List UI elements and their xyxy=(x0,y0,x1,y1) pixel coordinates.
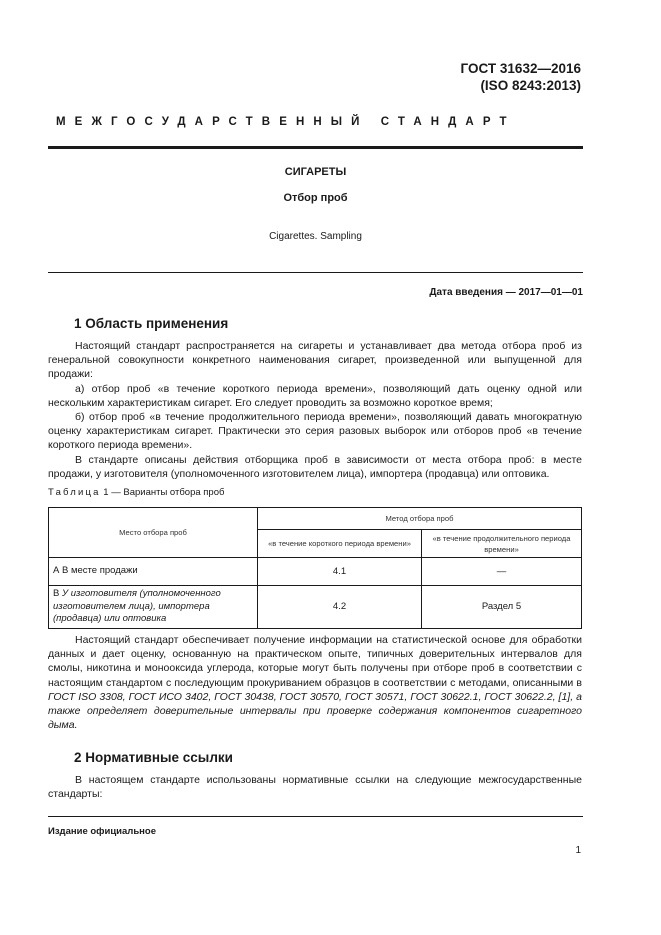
cell-place xyxy=(49,558,258,586)
place-text: В месте продажи xyxy=(61,565,138,577)
document-designation xyxy=(461,60,581,94)
footer-rule xyxy=(48,816,583,817)
paragraph-after-table xyxy=(48,633,582,732)
iso-number: (ISO 8243:2013) xyxy=(480,78,581,93)
sampling-table xyxy=(48,507,582,629)
section-2-body xyxy=(48,773,582,801)
header-rule xyxy=(48,146,583,149)
section-1-heading: 1 Область применения xyxy=(74,316,229,331)
paragraph: Настоящий стандарт распространяется на сигареты и устанавливает два метода отбора проб из генеральной совокупности конкретного наименования сигарет, произведенной или выпущенной для продажи: xyxy=(48,340,582,381)
introduction-date: Дата введения — 2017—01—01 xyxy=(429,287,583,298)
header-long: «в течение продолжительного периода времени» xyxy=(422,530,582,558)
section-2-heading: 2 Нормативные ссылки xyxy=(74,750,233,765)
paragraph: В стандарте описаны действия отборщика проб в зависимости от места отбора проб: в месте продажи, у изготовителя (уполномоченного изготовителем лица), импортера (продавца) или оптовика. xyxy=(48,453,582,480)
cell-short: 4.1 xyxy=(258,558,422,586)
header-short: «в течение короткого периода времени» xyxy=(258,530,422,558)
table-caption-word: Таблица xyxy=(48,487,101,498)
table-caption xyxy=(48,487,224,498)
document-subtitle: Отбор проб xyxy=(283,192,348,204)
official-edition-label: Издание официальное xyxy=(48,826,156,837)
place-letter: В xyxy=(53,588,60,599)
header-place: Место отбора проб xyxy=(49,508,258,558)
table-caption-text: 1 — Варианты отбора проб xyxy=(103,487,225,498)
english-title: Cigarettes. Sampling xyxy=(269,231,362,242)
standards-references: ГОСТ ISO 3308, ГОСТ ИСО 3402, ГОСТ 30438, ГОСТ 30570, ГОСТ 30571, ГОСТ 30622.1, ГОСТ 30622.2, [1], а также определяет доверительные интервалы при проверке содержания компонентов сигаретного дыма. xyxy=(48,690,582,732)
paragraph: б) отбор проб «в течение продолжительного периода времени», позволяющий давать многократную оценку характеристикам сигарет. Практически это серия разовых выборок или отборов проб «в течение короткого периода времени». xyxy=(48,411,582,452)
paragraph: В настоящем стандарте использованы нормативные ссылки на следующие межгосударственные стандарты: xyxy=(48,774,582,801)
table-row xyxy=(49,586,582,629)
interstate-standard-label: МЕЖГОСУДАРСТВЕННЫЙ СТАНДАРТ xyxy=(56,116,516,128)
page-number: 1 xyxy=(575,845,581,856)
gost-number: ГОСТ 31632—2016 xyxy=(460,61,581,76)
cell-long: — xyxy=(422,558,582,586)
cell-long: Раздел 5 xyxy=(422,586,582,629)
paragraph xyxy=(48,633,582,732)
place-text: У изготовителя (уполномоченного изготовителем лица), импортера (продавца) или оптовика xyxy=(53,588,221,624)
paragraph-text: Настоящий стандарт обеспечивает получение информации на статистической основе для обработки данных и дает оценку, основанную на практическом опыте, типичных доверительных интервалов для смолы, никотина и монооксида углерода, которые могут быть получены при отборе проб в соответствии с настоящим стандартом с последующим прокуриванием образцов в соответствии с методами, описанными в xyxy=(48,634,582,689)
table-row xyxy=(49,558,582,586)
cell-place xyxy=(49,586,258,629)
cell-short: 4.2 xyxy=(258,586,422,629)
place-letter: А xyxy=(53,565,60,577)
section-1-body xyxy=(48,339,582,481)
header-method: Метод отбора проб xyxy=(258,508,582,530)
document-title: СИГАРЕТЫ xyxy=(284,166,347,178)
title-rule xyxy=(48,272,583,273)
paragraph: а) отбор проб «в течение короткого периода времени», позволяющий дать оценку одной или нескольким характеристикам сигарет. Его следует проводить за возможно короткое время; xyxy=(48,382,582,409)
